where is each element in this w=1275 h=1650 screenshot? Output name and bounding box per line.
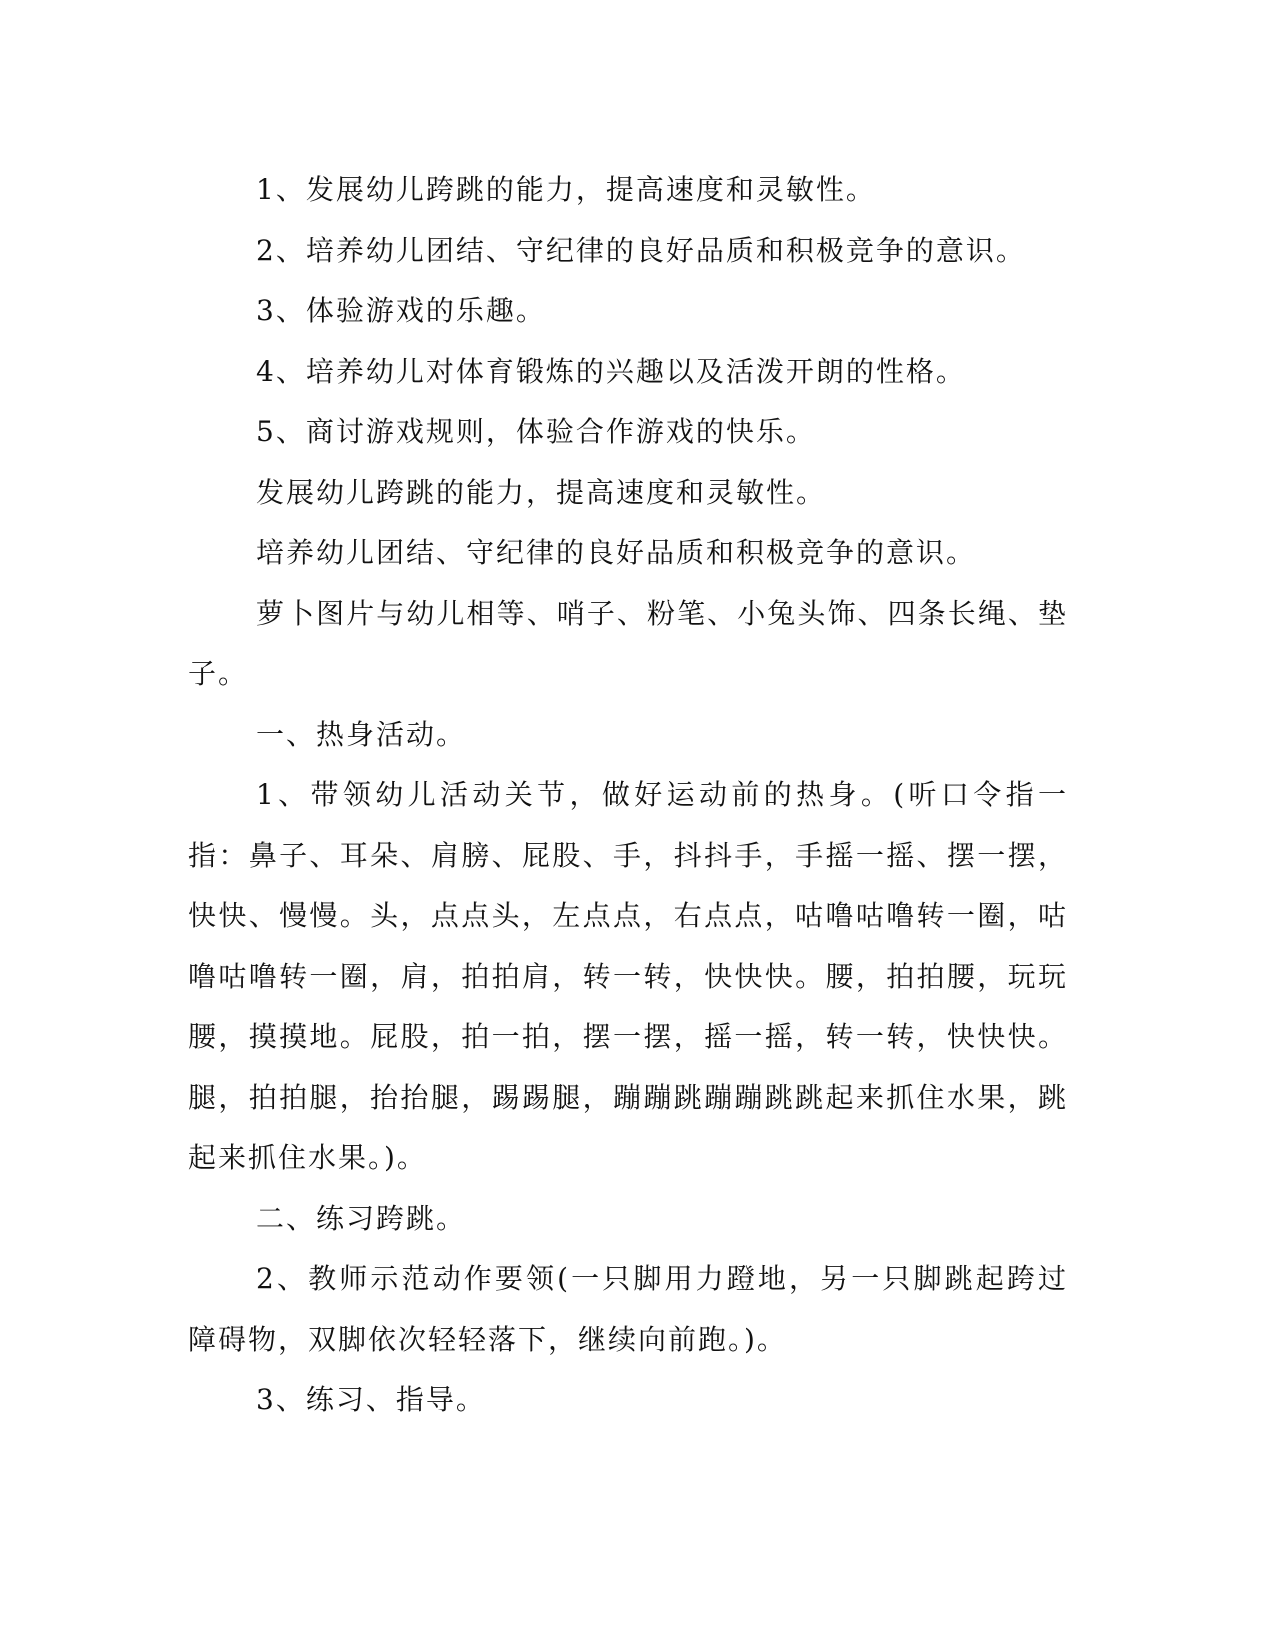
paragraph-focus-2: 培养幼儿团结、守纪律的良好品质和积极竞争的意识。 <box>256 536 977 569</box>
paragraph-focus-1: 发展幼儿跨跳的能力，提高速度和灵敏性。 <box>256 475 827 509</box>
paragraph-goal-4: 4、培养幼儿对体育锻炼的兴趣以及活泼开朗的性格。 <box>256 354 966 388</box>
paragraph-goal-3: 3、体验游戏的乐趣。 <box>256 294 546 327</box>
section-heading-warmup: 一、热身活动。 <box>256 717 467 751</box>
paragraph-demonstration: 2、教师示范动作要领(一只脚用力蹬地，另一只脚跳起跨过障碍物，双脚依次轻轻落下，继续向前跑。)。 <box>188 1262 1068 1356</box>
paragraph-warmup-step: 1、带领幼儿活动关节，做好运动前的热身。(听口令指一指：鼻子、耳朵、肩膀、屁股、手，抖抖手，手摇一摇、摆一摆，快快、慢慢。头，点点头，左点点，右点点，咕噜咕噜转一圈，咕噜咕噜转一圈，肩，拍拍肩，转一转，快快快。腰，拍拍腰，玩玩腰，摸摸地。屁股，拍一拍，摆一摆，摇一摇，转一转，快快快。腿，拍拍腿，抬抬腿，踢踢腿，蹦蹦跳蹦蹦跳跳起来抓住水果，跳起来抓住水果。)。 <box>188 778 1068 1174</box>
section-heading-practice: 二、练习跨跳。 <box>256 1201 467 1235</box>
paragraph-goal-1: 1、发展幼儿跨跳的能力，提高速度和灵敏性。 <box>256 173 876 206</box>
paragraph-practice-guide: 3、练习、指导。 <box>256 1383 486 1416</box>
paragraph-goal-5: 5、商讨游戏规则，体验合作游戏的快乐。 <box>256 415 816 448</box>
paragraph-materials: 萝卜图片与幼儿相等、哨子、粉笔、小兔头饰、四条长绳、垫子。 <box>188 596 1068 690</box>
document-body <box>188 160 1068 1431</box>
paragraph-goal-2: 2、培养幼儿团结、守纪律的良好品质和积极竞争的意识。 <box>256 233 1026 267</box>
